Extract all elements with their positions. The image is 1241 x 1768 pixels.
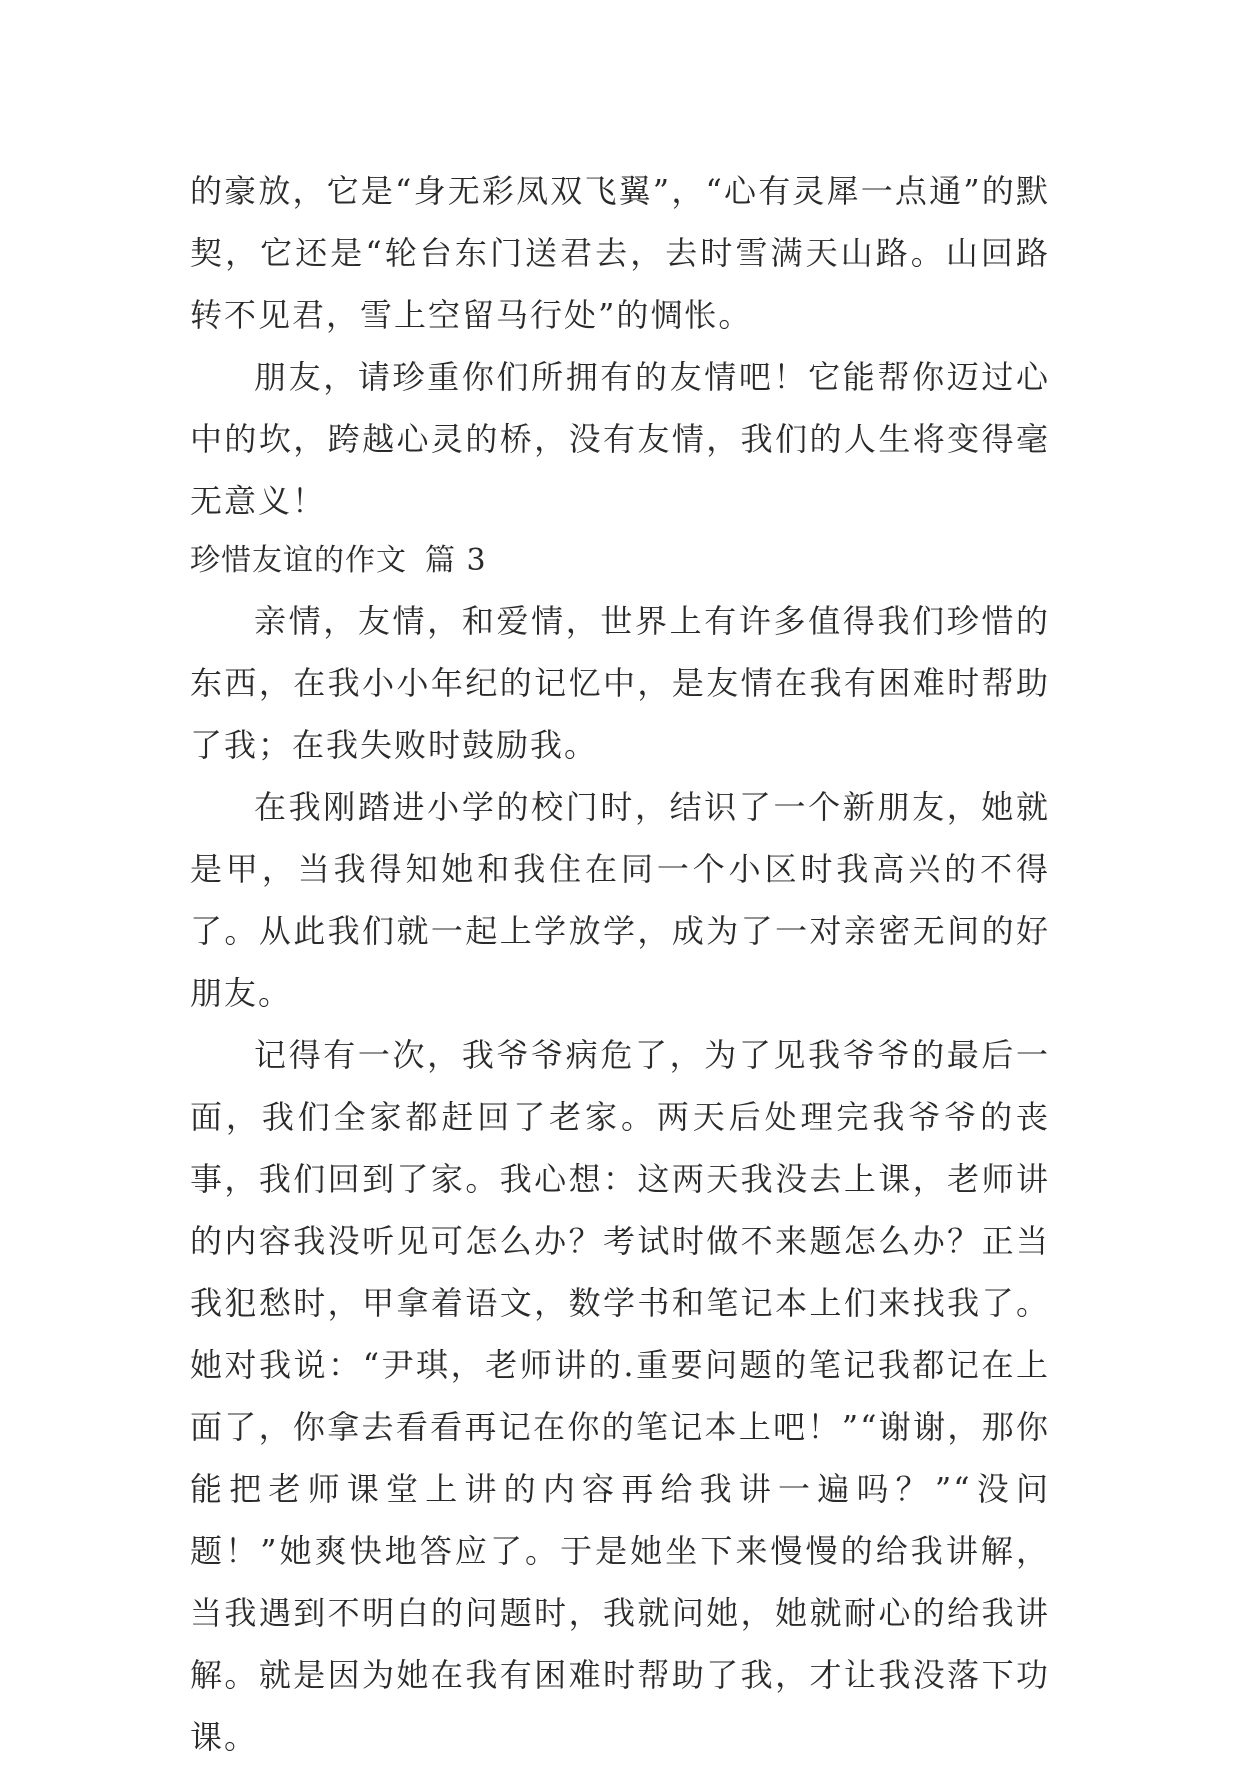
section-number: 篇 3: [425, 543, 487, 578]
body-paragraph-3: 记得有一次，我爷爷病危了，为了见我爷爷的最后一面，我们全家都赶回了老家。两天后处理完我爷爷的丧事，我们回到了家。我心想：这两天我没去上课，老师讲的内容我没听见可怎么办？考试时做不来题怎么办？正当我犯愁时，甲拿着语文，数学书和笔记本上们来找我了。她对我说：“尹琪，老师讲的.重要问题的笔记我都记在上面了，你拿去看看再记在你的笔记本上吧！”“谢谢，那你能把老师课堂上讲的内容再给我讲一遍吗？”“没问题！”她爽快地答应了。于是她坐下来慢慢的给我讲解，当我遇到不明白的问题时，我就问她，她就耐心的给我讲解。就是因为她在我有困难时帮助了我，才让我没落下功课。: [190, 1036, 1050, 1756]
section-heading: [190, 532, 1050, 590]
body-paragraph-2: 在我刚踏进小学的校门时，结识了一个新朋友，她就是甲，当我得知她和我住在同一个小区时我高兴的不得了。从此我们就一起上学放学，成为了一对亲密无间的好朋友。: [190, 788, 1050, 1012]
section-title: 珍惜友谊的作文: [190, 543, 407, 578]
closing-paragraph: 朋友，请珍重你们所拥有的友情吧！它能帮你迈过心中的坎，跨越心灵的桥，没有友情，我们的人生将变得毫无意义！: [190, 358, 1050, 520]
continued-paragraph: 的豪放，它是“身无彩凤双飞翼”，“心有灵犀一点通”的默契，它还是“轮台东门送君去，去时雪满天山路。山回路转不见君，雪上空留马行处”的惆怅。: [190, 172, 1050, 334]
document-body: [190, 160, 1050, 1768]
body-paragraph-1: 亲情，友情，和爱情，世界上有许多值得我们珍惜的东西，在我小小年纪的记忆中，是友情在我有困难时帮助了我；在我失败时鼓励我。: [190, 602, 1050, 764]
